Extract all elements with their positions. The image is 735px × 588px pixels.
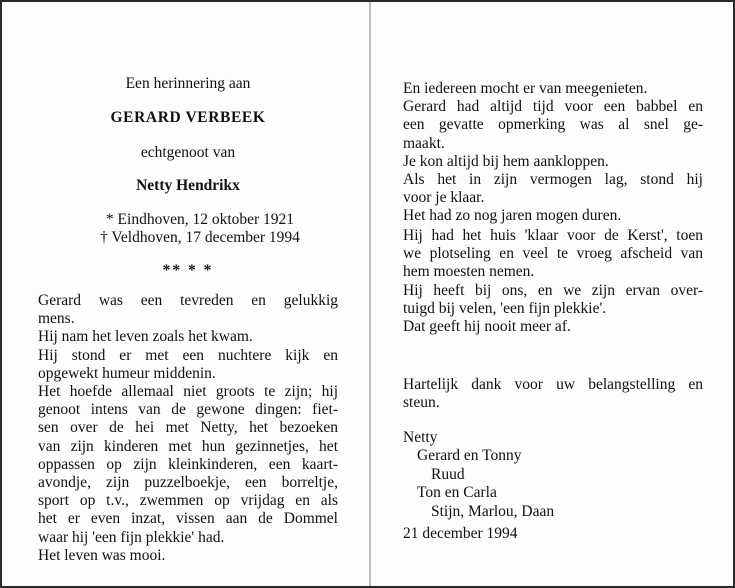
text-line: Hartelijk dank voor uw belangstelling en — [403, 376, 703, 393]
text-line: Gerard had altijd tijd voor een babbel en — [403, 98, 703, 116]
birth-line: * Eindhoven, 12 oktober 1921 — [105, 211, 295, 228]
spouse-intro-text: echtgenoot van — [140, 144, 236, 161]
text-line: opgewekt humeur middenin. — [38, 364, 216, 382]
text-line: Hij had het huis 'klaar voor de Kerst', toen — [403, 227, 703, 244]
text-line: Dat geeft hij nooit meer af. — [403, 318, 571, 336]
intro-text: Een herinnering aan — [125, 75, 251, 92]
left-body-text — [38, 292, 338, 565]
text-line: het er even inzat, vissen aan de Dommel — [38, 510, 338, 528]
text-line: mens. — [38, 310, 75, 328]
text-line: Het hoefde allemaal niet groots te zijn; hij — [38, 383, 338, 401]
text-line: van zijn kinderen met hun gezinnetjes, het — [38, 437, 338, 455]
deceased-name: GERARD VERBEEK — [110, 109, 266, 126]
signature-line: Ruud — [431, 465, 465, 483]
text-line: waar hij 'een fijn plekkie' had. — [38, 528, 225, 546]
text-line: maakt. — [403, 134, 445, 152]
text-line: voor je klaar. — [403, 189, 485, 207]
text-line: genoot intens van de gewone dingen: fiet- — [38, 401, 338, 419]
text-line: sport op t.v., zwemmen op vrijdag en als — [38, 492, 338, 510]
text-line: sen over de hei met Netty, het bezoeken — [38, 419, 338, 437]
text-line: En iedereen mocht er van meegenieten. — [403, 80, 648, 97]
signature-line: Gerard en Tonny — [417, 447, 522, 465]
text-line: Als het in zijn vermogen lag, stond hij — [403, 171, 703, 189]
right-paragraph-2 — [403, 227, 703, 336]
text-line: Het leven was mooi. — [38, 546, 166, 564]
text-line: Gerard was een tevreden en gelukkig — [38, 292, 338, 309]
card-date: 21 december 1994 — [403, 525, 518, 542]
text-line: Het had zo nog jaren mogen duren. — [403, 207, 622, 225]
text-line: we plotseling en veel te vroeg afscheid van — [403, 245, 703, 263]
signature-line: Netty — [403, 429, 438, 446]
text-line: een gevatte opmerking was al snel ge- — [403, 116, 703, 134]
card-fold-line — [369, 2, 371, 586]
spouse-name: Netty Hendrikx — [136, 177, 240, 194]
text-line: Hij nam het leven zoals het kwam. — [38, 328, 253, 346]
right-paragraph-1 — [403, 80, 703, 226]
text-line: steun. — [403, 394, 440, 412]
text-line: hem moesten nemen. — [403, 263, 535, 281]
signature-line: Stijn, Marlou, Daan — [431, 502, 555, 520]
star-divider: ** * * — [162, 262, 214, 279]
death-line: † Veldhoven, 17 december 1994 — [100, 229, 300, 246]
text-line: Hij stond er met een nuchtere kijk en — [38, 346, 338, 364]
signature-line: Ton en Carla — [417, 484, 497, 502]
text-line: avondje, zijn puzzelboekje, een borreltje, — [38, 474, 338, 492]
text-line: Hij heeft bij ons, en we zijn ervan over- — [403, 281, 703, 299]
text-line: Je kon altijd bij hem aankloppen. — [403, 152, 609, 170]
thanks-paragraph — [403, 376, 703, 412]
text-line: oppassen op zijn kleinkinderen, een kaart- — [38, 455, 338, 473]
text-line: tuigd bij velen, 'een fijn plekkie'. — [403, 299, 607, 317]
